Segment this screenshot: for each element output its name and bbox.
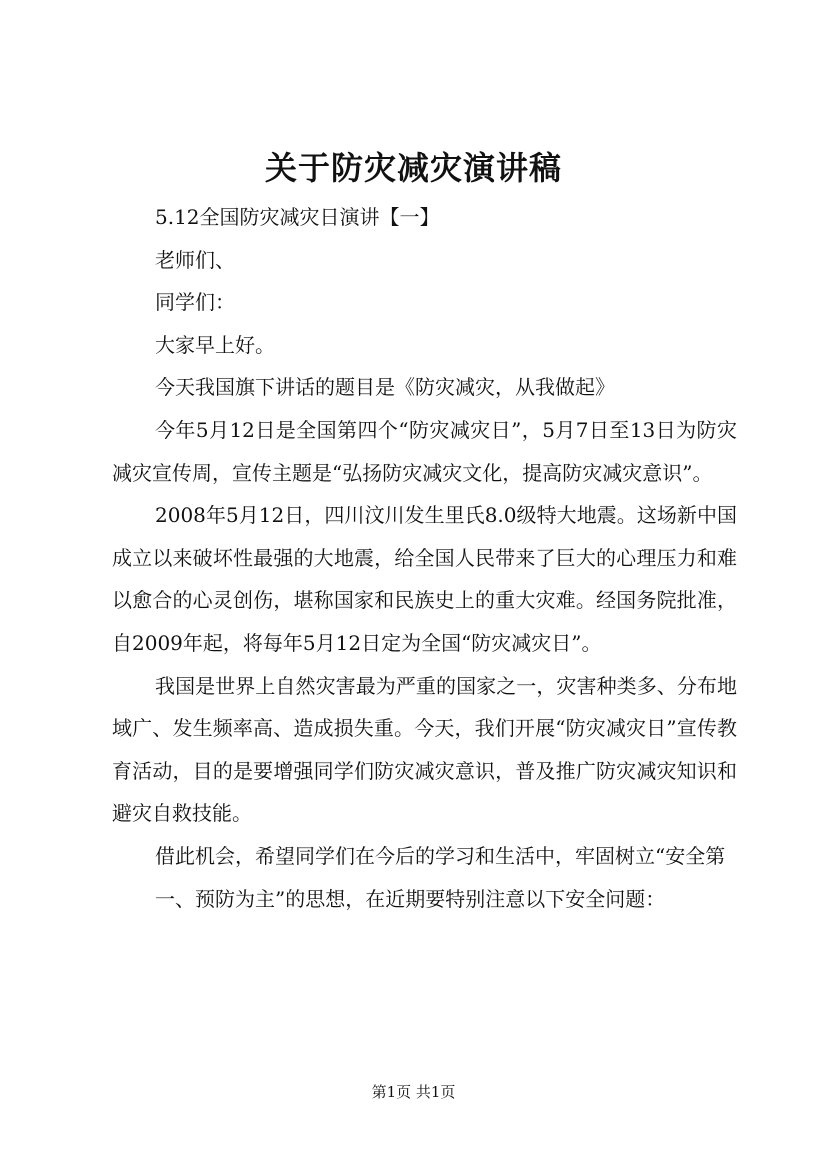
paragraph-prevention: 一、预防为主”的思想，在近期要特别注意以下安全问题： bbox=[155, 886, 666, 911]
paragraph-topic: 今天我国旗下讲话的题目是《防灾减灾，从我做起》 bbox=[155, 375, 615, 400]
document-title: 关于防灾减灾演讲稿 bbox=[264, 149, 562, 187]
paragraph-greeting: 大家早上好。 bbox=[155, 332, 275, 357]
paragraph-salutation-students: 同学们： bbox=[155, 290, 235, 315]
document-body bbox=[112, 196, 737, 920]
paragraph-salutation-teachers: 老师们、 bbox=[155, 247, 235, 272]
paragraph-natural-disasters: 我国是世界上自然灾害最为严重的国家之一，灾害种类多、分布地域广、发生频率高、造成损失重。今天，我们开展“防灾减灾日”宣传教育活动，目的是要增强同学们防灾减灾意识，普及推广防灾减灾知识和避灾自救技能。 bbox=[112, 673, 737, 826]
paragraph-safety-first: 借此机会，希望同学们在今后的学习和生活中，牢固树立“安全第 bbox=[155, 843, 726, 868]
paragraph-heading: 5.12全国防灾减灾日演讲【一】 bbox=[155, 205, 440, 229]
paragraph-disaster-day: 今年5月12日是全国第四个“防灾减灾日”，5月7日至13日为防灾减灾宣传周，宣传主题是“弘扬防灾减灾文化，提高防灾减灾意识”。 bbox=[112, 417, 737, 485]
paragraph-wenchuan: 2008年5月12日，四川汶川发生里氏8.0级特大地震。这场新中国成立以来破坏性最强的大地震，给全国人民带来了巨大的心理压力和难以愈合的心灵创伤，堪称国家和民族史上的重大灾难。经国务院批准，自2009年起，将每年5月12日定为全国“防灾减灾日”。 bbox=[112, 503, 737, 655]
page-footer: 第1页 共1页 bbox=[371, 1083, 456, 1101]
